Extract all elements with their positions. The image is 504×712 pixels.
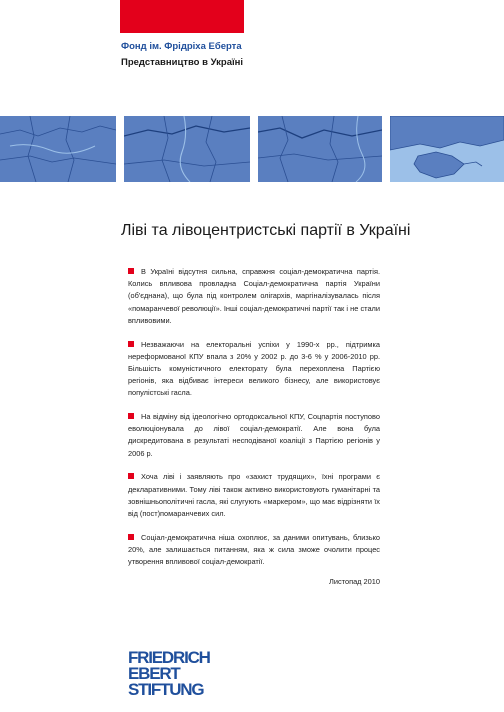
red-bullet-icon xyxy=(128,268,134,274)
logo-line-3: STIFTUNG xyxy=(128,680,204,699)
red-bullet-icon xyxy=(128,534,134,540)
map-tile-crimea xyxy=(390,116,504,182)
red-bullet-icon xyxy=(128,341,134,347)
map-strip xyxy=(0,116,504,182)
map-tile-west xyxy=(0,116,116,182)
map-tile-center xyxy=(124,116,250,182)
red-bullet-icon xyxy=(128,413,134,419)
map-tile-east xyxy=(258,116,382,182)
page-title: Ліві та лівоцентристські партії в Україні xyxy=(121,222,411,239)
fes-logo xyxy=(128,650,220,698)
summary-paragraph: Хоча ліві і заявляють про «захист трудящих», їхні програми є декларативними. Тому ліві також активно використовують гуманітарні та зовнішньополітичні гасла, які слугують «маркером», що має відрізняти їх від (пост)помаранчевих сил. xyxy=(128,472,380,518)
red-bullet-icon xyxy=(128,473,134,479)
summary-paragraph: В Україні відсутня сильна, справжня соціал-демократична партія. Колись впливова провладна Соціал-демократична партія України (об'єднана), що була під контролем олігархів, маргіналізувалась після «помаранчевої революції». Інші соціал-демократичні партії так і не стали впливовими. xyxy=(128,267,380,325)
summary-paragraph: На відміну від ідеологічно ортодоксальної КПУ, Соцпартія поступово еволюціонувала до лівої соціал-демократії. Але вона була дискредитована в результаті несподіваної коаліції з Партією регіонів у 2006 р. xyxy=(128,412,380,458)
logo-line-2: EBERT xyxy=(128,664,180,683)
summary-paragraph: Незважаючи на електоральні успіхи у 1990-х рр., підтримка нереформованої КПУ впала з 20% у 2002 р. до 3-6 % у 2006-2010 рр. Більшість комуністичного електорату була перехоплена Партією регіонів, яка відбиває інтереси великого бізнесу, але використовує популістські гасла. xyxy=(128,339,380,398)
logo-line-1: FRIEDRICH xyxy=(128,648,210,667)
summary-paragraph: Соціал-демократична ніша охоплює, за даними опитувань, близько 20%, але залишається питанням, яка ж сила зможе очолити процес утворення впливової соціал-демократії. xyxy=(128,532,380,567)
representation-label: Представництво в Україні xyxy=(121,57,244,68)
foundation-name: Фонд ім. Фрідріха Еберта xyxy=(121,41,242,52)
summary-content xyxy=(128,266,380,580)
publication-date: Листопад 2010 xyxy=(328,577,380,586)
red-brand-block xyxy=(120,0,244,33)
